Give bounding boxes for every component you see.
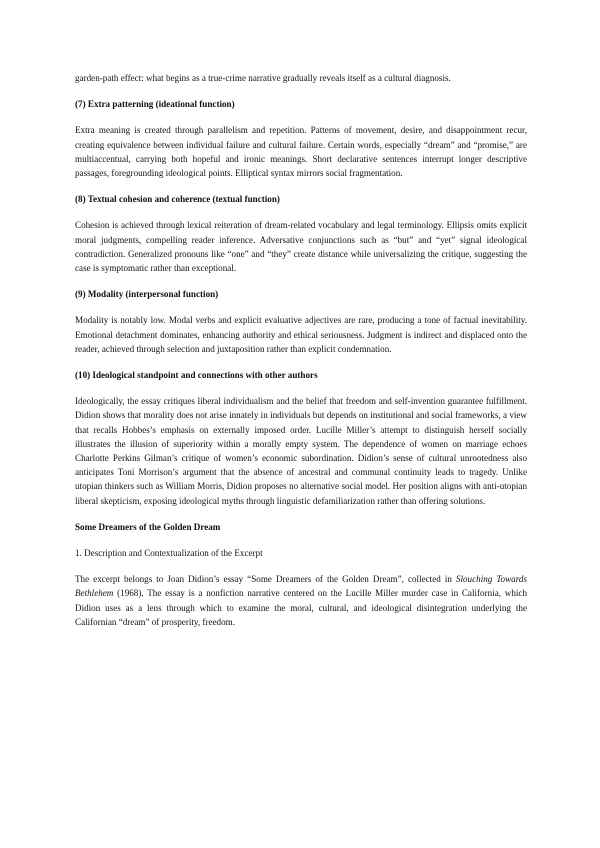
paragraph-excerpt-context-part-a: The excerpt belongs to Joan Didion’s essay “Some Dreamers of the Golden Dream”, collected in xyxy=(75,574,456,585)
paragraph-ideological-standpoint: Ideologically, the essay critiques liberal individualism and the belief that freedom and self-invention guarantee fulfillment. Didion shows that morality does not arise innately in individuals but depends on institutional and social frameworks, a view that recalls Hobbes’s emphasis on externally imposed order. Lucille Miller’s attempt to distinguish herself socially illustrates the illusion of superiority within a morally empty system. The dependence of women on marriage echoes Charlotte Perkins Gilman’s critique of women’s economic subordination. Didion’s sense of cultural unrootedness also anticipates Toni Morrison’s argument that the absence of ancestral and communal continuity leads to tragedy. Unlike utopian thinkers such as William Morris, Didion proposes no alternative social model. Her position aligns with anti-utopian liberal skepticism, exposing ideological myths through linguistic defamiliarization rather than offering solutions. xyxy=(75,396,527,506)
paragraph-modality: Modality is notably low. Modal verbs and explicit evaluative adjectives are rare, producing a tone of factual inevitability. Emotional detachment dominates, enhancing authority and ethical seriousness. Judgment is indirect and displaced onto the reader, achieved through selection and juxtaposition rather than explicit condemnation. xyxy=(75,315,527,354)
paragraph-textual-cohesion: Cohesion is achieved through lexical reiteration of dream-related vocabulary and legal terminology. Ellipsis omits explicit moral judgments, compelling reader inference. Adversative conjunctions such as “but” and “yet” signal ideological contradiction. Generalized pronouns like “one” and “they” create distance while universalizing the critique, suggesting the case is symptomatic rather than exceptional. xyxy=(75,220,527,274)
paragraph-excerpt-context xyxy=(75,572,527,629)
paragraph-intro: garden-path effect: what begins as a true-crime narrative gradually reveals itself as a cultural diagnosis. xyxy=(75,73,451,83)
heading-textual-cohesion: (8) Textual cohesion and coherence (textual function) xyxy=(75,194,280,205)
heading-extra-patterning: (7) Extra patterning (ideational function) xyxy=(75,99,235,110)
section-heading-description: 1. Description and Contextualization of the Excerpt xyxy=(75,548,263,559)
document-page xyxy=(75,71,527,641)
heading-ideological-standpoint: (10) Ideological standpoint and connections with other authors xyxy=(75,370,318,381)
book-title: Slouching Towards Bethlehem xyxy=(75,574,528,599)
heading-modality: (9) Modality (interpersonal function) xyxy=(75,289,219,300)
essay-title: Some Dreamers of the Golden Dream xyxy=(75,521,221,532)
paragraph-excerpt-context-part-b: (1968). The essay is a nonfiction narrative centered on the Lucille Miller murder case in California, which Didion uses as a lens through which to examine the moral, cultural, and ideological disintegration underlying the Californian “dream” of prosperity, freedom. xyxy=(75,588,527,627)
paragraph-extra-patterning: Extra meaning is created through parallelism and repetition. Patterns of movement, desire, and disappointment recur, creating equivalence between individual failure and cultural failure. Certain words, especially “dream” and “promise,” are multiaccentual, carrying both hopeful and ironic meanings. Short declarative sentences interrupt longer descriptive passages, foregrounding ideological points. Elliptical syntax mirrors social fragmentation. xyxy=(75,125,527,179)
